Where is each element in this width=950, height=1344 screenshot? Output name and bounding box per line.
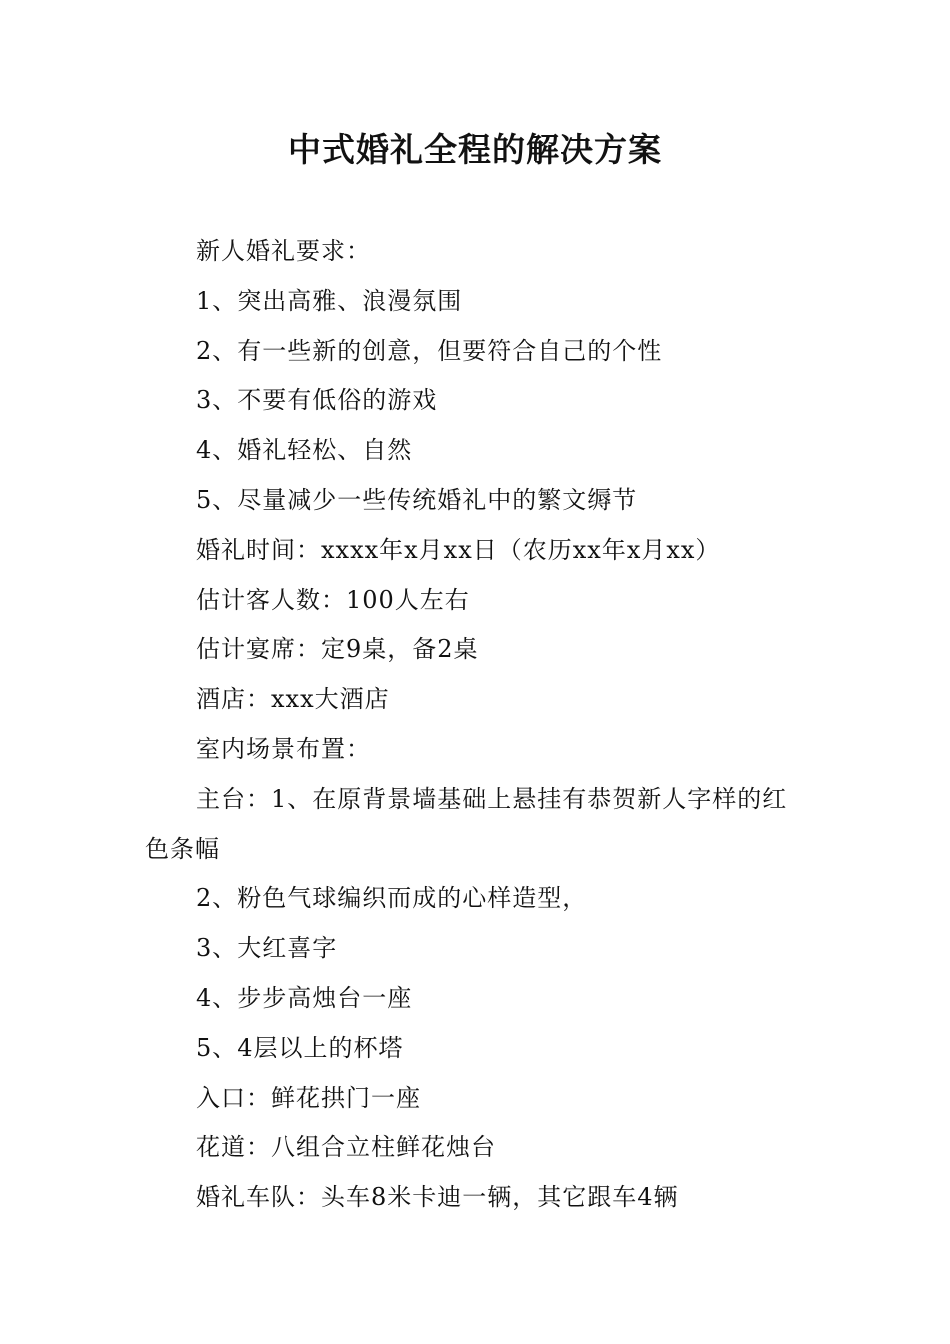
paragraph-entrance: 入口：鲜花拱门一座 xyxy=(196,1083,421,1112)
paragraph-banquet-tables: 估计宴席：定9桌，备2桌 xyxy=(196,635,479,664)
paragraph-requirements-heading: 新人婚礼要求： xyxy=(196,237,371,265)
paragraph-wedding-motorcade: 婚礼车队：头车8米卡迪一辆，其它跟车4辆 xyxy=(196,1183,679,1212)
paragraph-requirement-3: 3、不要有低俗的游戏 xyxy=(196,386,438,415)
paragraph-requirement-5: 5、尽量减少一些传统婚礼中的繁文缛节 xyxy=(196,485,638,514)
paragraph-main-stage-3: 3、大红喜字 xyxy=(196,934,338,963)
paragraph-indoor-layout-heading: 室内场景布置： xyxy=(196,734,371,763)
paragraph-hotel: 酒店：xxx大酒店 xyxy=(196,685,390,714)
paragraph-main-stage-2: 2、粉色气球编织而成的心样造型， xyxy=(196,884,588,913)
paragraph-main-stage-4: 4、步步高烛台一座 xyxy=(196,983,413,1012)
paragraph-main-stage-5: 5、4层以上的杯塔 xyxy=(196,1033,404,1062)
paragraph-main-stage-1: 主台：1、在原背景墙基础上悬挂有恭贺新人字样的红色条幅 xyxy=(145,784,788,863)
document-body xyxy=(145,227,810,1223)
document-title: 中式婚礼全程的解决方案 xyxy=(288,130,662,169)
paragraph-wedding-time: 婚礼时间：xxxx年x月xx日（农历xx年x月xx） xyxy=(196,535,721,564)
paragraph-requirement-4: 4、婚礼轻松、自然 xyxy=(196,436,413,465)
paragraph-requirement-2: 2、有一些新的创意，但要符合自己的个性 xyxy=(196,336,663,365)
paragraph-requirement-1: 1、突出高雅、浪漫氛围 xyxy=(196,286,463,315)
paragraph-guest-count: 估计客人数：100人左右 xyxy=(196,585,470,614)
paragraph-aisle: 花道：八组合立柱鲜花烛台 xyxy=(196,1133,496,1162)
